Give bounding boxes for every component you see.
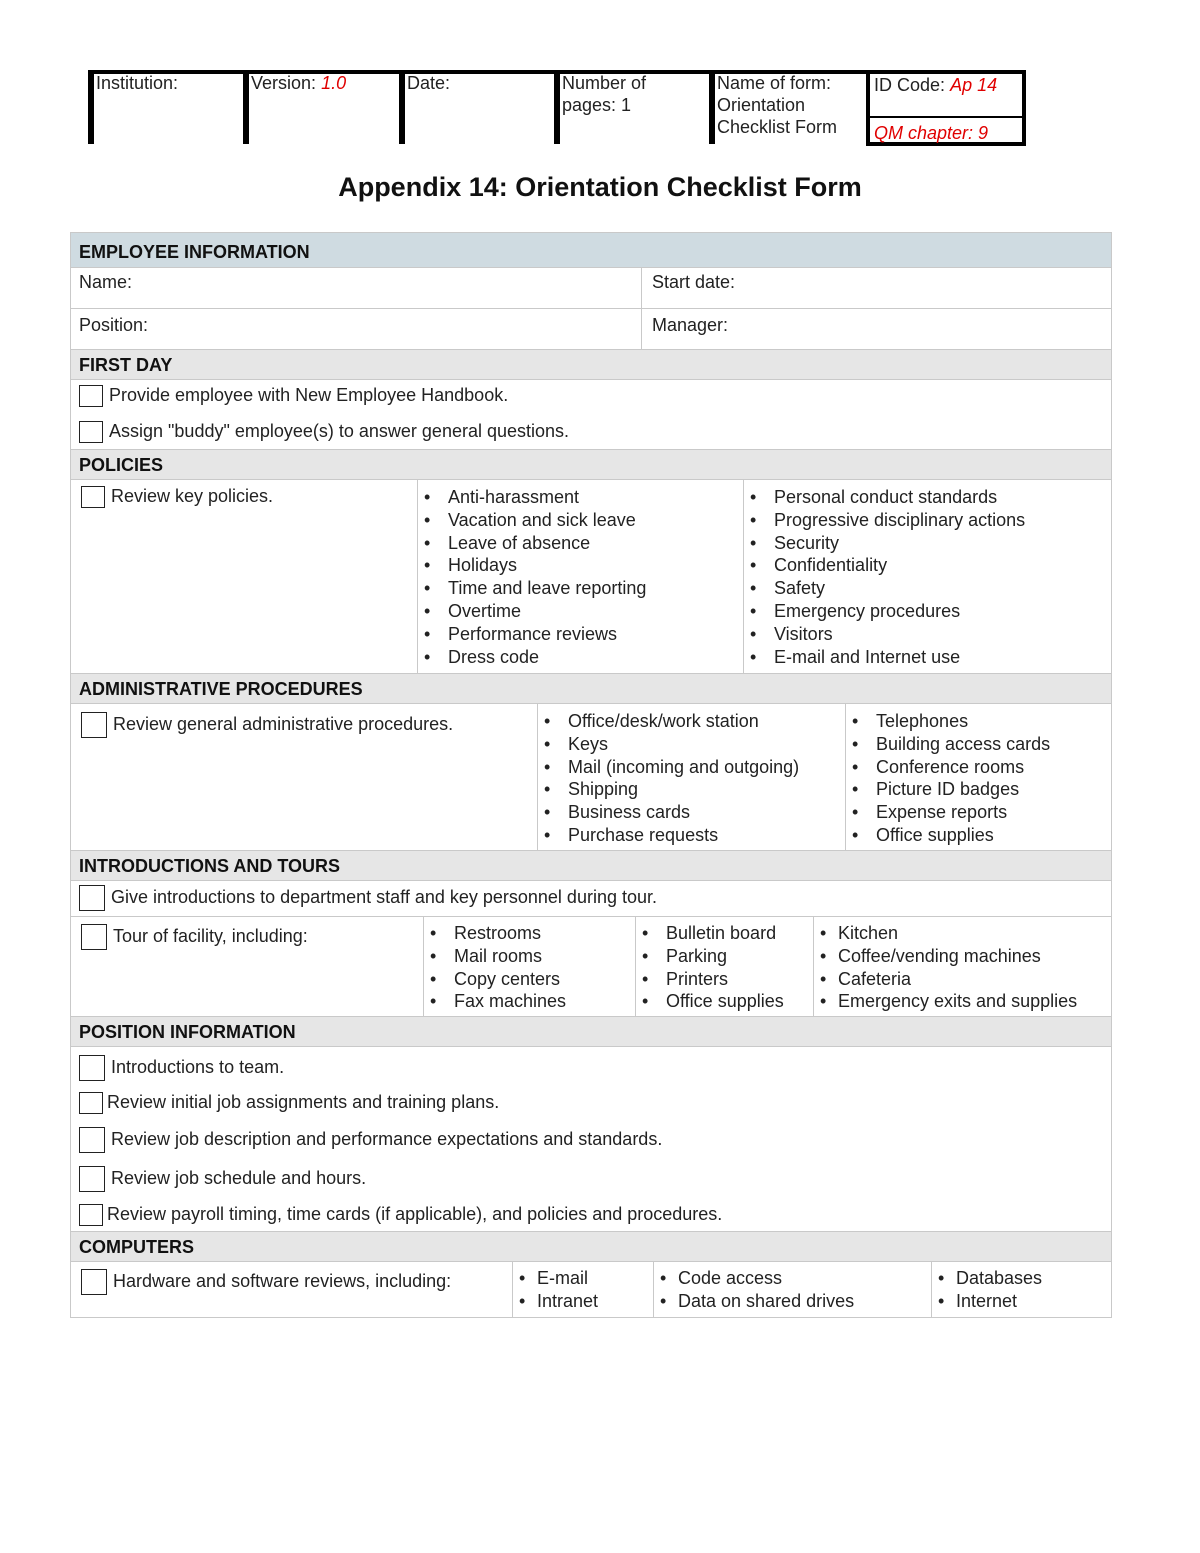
position-item: Review job schedule and hours. (79, 1166, 366, 1192)
list-item: • Dress code (418, 646, 646, 669)
position-label: Position: (79, 315, 149, 335)
list-item: • Databases (932, 1267, 1042, 1290)
list-item: • Intranet (513, 1290, 598, 1313)
section-heading-position: POSITION INFORMATION (71, 1017, 1111, 1047)
list-item: • Restrooms (424, 922, 566, 945)
computers-col-3 (931, 1262, 1111, 1317)
checkbox[interactable] (79, 1055, 105, 1081)
list-item: • Bulletin board (636, 922, 784, 945)
list-item: • Progressive disciplinary actions (744, 509, 1025, 532)
employee-row-2 (71, 309, 1111, 350)
checkbox[interactable] (79, 1166, 105, 1192)
list-item: • Overtime (418, 600, 646, 623)
list-item: • Mail rooms (424, 945, 566, 968)
list-item: • Performance reviews (418, 623, 646, 646)
checkbox[interactable] (81, 712, 107, 738)
list-item: • Leave of absence (418, 532, 646, 555)
first-day-row (71, 380, 1111, 450)
checkbox[interactable] (81, 1269, 107, 1295)
list-item: • Emergency procedures (744, 600, 1025, 623)
list-item: • Business cards (538, 801, 799, 824)
admin-task: Review general administrative procedures. (81, 712, 453, 738)
page-title: Appendix 14: Orientation Checklist Form (338, 172, 862, 202)
document-header (88, 70, 1028, 146)
list-item: • Personal conduct standards (744, 486, 1025, 509)
list-item: • Holidays (418, 554, 646, 577)
admin-col-2 (845, 704, 1111, 850)
list-item: • Anti-harassment (418, 486, 646, 509)
intro-row-1 (71, 881, 1111, 917)
computers-col-2 (653, 1262, 931, 1317)
tour-col-1 (423, 917, 635, 1016)
list-item: • Cafeteria (814, 968, 1077, 991)
policies-row (71, 480, 1111, 674)
checkbox[interactable] (81, 924, 107, 950)
form-name-field: Name of form: Orientation Checklist Form (717, 73, 838, 137)
section-heading-policies: POLICIES (71, 450, 1111, 480)
date-field: Date: (407, 73, 451, 93)
list-item: • Printers (636, 968, 784, 991)
list-item: • Purchase requests (538, 824, 799, 847)
first-day-item: Provide employee with New Employee Handbook. (79, 385, 508, 407)
list-item: • Security (744, 532, 1025, 555)
employee-row-1 (71, 268, 1111, 309)
tour-col-2 (635, 917, 813, 1016)
list-item: • Data on shared drives (654, 1290, 854, 1313)
list-item: • Time and leave reporting (418, 577, 646, 600)
policies-task: Review key policies. (81, 486, 273, 508)
manager-label: Manager: (641, 309, 1111, 349)
list-item: • Expense reports (846, 801, 1050, 824)
checkbox[interactable] (79, 885, 105, 911)
list-item: • Shipping (538, 778, 799, 801)
list-item: • Copy centers (424, 968, 566, 991)
admin-row (71, 704, 1111, 851)
admin-col-1 (537, 704, 845, 850)
institution-field: Institution: (96, 73, 179, 93)
policies-col-2 (743, 480, 1111, 673)
list-item: • Conference rooms (846, 756, 1050, 779)
id-code-field: ID Code: Ap 14 (874, 75, 998, 95)
section-heading-employee: EMPLOYEE INFORMATION (71, 233, 1111, 268)
intro-row-2 (71, 917, 1111, 1017)
list-item: • Vacation and sick leave (418, 509, 646, 532)
list-item: • Mail (incoming and outgoing) (538, 756, 799, 779)
list-item: • Confidentiality (744, 554, 1025, 577)
position-item: Introductions to team. (79, 1055, 284, 1081)
list-item: • Telephones (846, 710, 1050, 733)
tour-task: Tour of facility, including: (81, 924, 308, 950)
section-heading-first-day: FIRST DAY (71, 350, 1111, 380)
list-item: • Office supplies (636, 990, 784, 1013)
list-item: • Code access (654, 1267, 854, 1290)
list-item: • Visitors (744, 623, 1025, 646)
checklist-form (70, 232, 1112, 1318)
list-item: • E-mail (513, 1267, 598, 1290)
checkbox[interactable] (79, 1092, 103, 1114)
list-item: • Office supplies (846, 824, 1050, 847)
list-item: • Fax machines (424, 990, 566, 1013)
list-item: • Safety (744, 577, 1025, 600)
first-day-item: Assign "buddy" employee(s) to answer general questions. (79, 421, 569, 443)
checkbox[interactable] (79, 421, 103, 443)
policies-col-1 (417, 480, 743, 673)
tour-col-3 (813, 917, 1111, 1016)
position-item: Review job description and performance expectations and standards. (79, 1127, 662, 1153)
list-item: • Office/desk/work station (538, 710, 799, 733)
list-item: • Parking (636, 945, 784, 968)
computers-col-1 (512, 1262, 653, 1317)
list-item: • Coffee/vending machines (814, 945, 1077, 968)
list-item: • E-mail and Internet use (744, 646, 1025, 669)
checkbox[interactable] (79, 1127, 105, 1153)
section-heading-admin: ADMINISTRATIVE PROCEDURES (71, 674, 1111, 704)
checkbox[interactable] (81, 486, 105, 508)
start-date-label: Start date: (641, 268, 1111, 308)
position-item: Review initial job assignments and training plans. (79, 1092, 499, 1114)
list-item: • Emergency exits and supplies (814, 990, 1077, 1013)
computers-task: Hardware and software reviews, including: (81, 1269, 451, 1295)
list-item: • Picture ID badges (846, 778, 1050, 801)
section-heading-computers: COMPUTERS (71, 1232, 1111, 1262)
section-heading-intro: INTRODUCTIONS AND TOURS (71, 851, 1111, 881)
list-item: • Keys (538, 733, 799, 756)
list-item: • Kitchen (814, 922, 1077, 945)
computers-row (71, 1262, 1111, 1317)
pages-field: Number of pages: 1 (562, 73, 647, 115)
position-item: Review payroll timing, time cards (if applicable), and policies and procedures. (79, 1204, 722, 1226)
version-field: Version: 1.0 (251, 73, 347, 93)
name-label: Name: (79, 272, 133, 292)
list-item: • Internet (932, 1290, 1042, 1313)
intro-task: Give introductions to department staff and key personnel during tour. (79, 885, 657, 911)
checkbox[interactable] (79, 1204, 103, 1226)
list-item: • Building access cards (846, 733, 1050, 756)
position-row (71, 1047, 1111, 1232)
qm-chapter-field: QM chapter: 9 (874, 123, 989, 143)
id-box-separator (870, 116, 1022, 118)
id-code-box (866, 70, 1026, 146)
checkbox[interactable] (79, 385, 103, 407)
